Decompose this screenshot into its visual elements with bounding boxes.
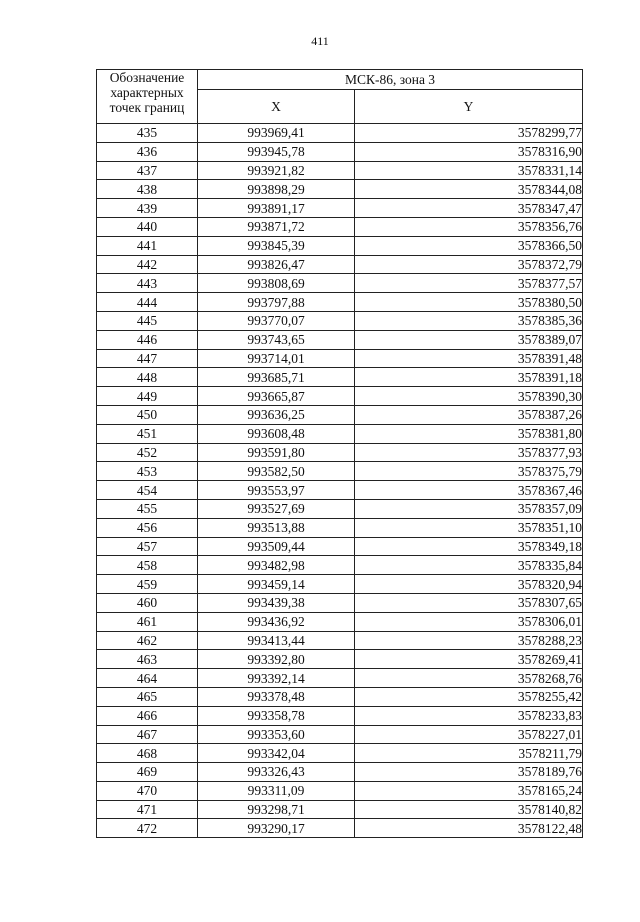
y-coordinate-cell: 3578391,18 (355, 368, 583, 387)
y-coordinate-cell: 3578372,79 (355, 255, 583, 274)
table-row (97, 687, 583, 706)
y-coordinate-cell: 3578299,77 (355, 124, 583, 143)
x-coordinate-cell: 993665,87 (198, 387, 355, 406)
y-coordinate-cell: 3578367,46 (355, 481, 583, 500)
table-row (97, 612, 583, 631)
x-coordinate-cell: 993413,44 (198, 631, 355, 650)
x-coordinate-cell: 993392,80 (198, 650, 355, 669)
point-number-cell: 465 (97, 687, 198, 706)
point-number-cell: 443 (97, 274, 198, 293)
table-row (97, 575, 583, 594)
x-coordinate-cell: 993969,41 (198, 124, 355, 143)
x-coordinate-cell: 993891,17 (198, 199, 355, 218)
table-row (97, 819, 583, 838)
table-row (97, 650, 583, 669)
y-coordinate-cell: 3578380,50 (355, 293, 583, 312)
y-coordinate-cell: 3578255,42 (355, 687, 583, 706)
point-number-cell: 438 (97, 180, 198, 199)
x-coordinate-cell: 993326,43 (198, 763, 355, 782)
table-row (97, 255, 583, 274)
table-row (97, 180, 583, 199)
y-coordinate-cell: 3578189,76 (355, 763, 583, 782)
header-x: X (198, 90, 355, 124)
x-coordinate-cell: 993714,01 (198, 349, 355, 368)
x-coordinate-cell: 993636,25 (198, 405, 355, 424)
point-number-cell: 435 (97, 124, 198, 143)
table-row (97, 593, 583, 612)
point-number-cell: 462 (97, 631, 198, 650)
table-row (97, 199, 583, 218)
y-coordinate-cell: 3578385,36 (355, 311, 583, 330)
y-coordinate-cell: 3578381,80 (355, 424, 583, 443)
x-coordinate-cell: 993513,88 (198, 518, 355, 537)
table-row (97, 368, 583, 387)
y-coordinate-cell: 3578357,09 (355, 499, 583, 518)
point-number-cell: 440 (97, 217, 198, 236)
x-coordinate-cell: 993871,72 (198, 217, 355, 236)
y-coordinate-cell: 3578375,79 (355, 462, 583, 481)
x-coordinate-cell: 993509,44 (198, 537, 355, 556)
table-row (97, 706, 583, 725)
x-coordinate-cell: 993439,38 (198, 593, 355, 612)
x-coordinate-cell: 993945,78 (198, 142, 355, 161)
point-number-cell: 456 (97, 518, 198, 537)
y-coordinate-cell: 3578356,76 (355, 217, 583, 236)
table-row (97, 443, 583, 462)
y-coordinate-cell: 3578320,94 (355, 575, 583, 594)
x-coordinate-cell: 993826,47 (198, 255, 355, 274)
y-coordinate-cell: 3578377,57 (355, 274, 583, 293)
table-row (97, 142, 583, 161)
table-row (97, 124, 583, 143)
x-coordinate-cell: 993358,78 (198, 706, 355, 725)
x-coordinate-cell: 993459,14 (198, 575, 355, 594)
point-number-cell: 458 (97, 556, 198, 575)
table-row (97, 725, 583, 744)
point-number-cell: 451 (97, 424, 198, 443)
y-coordinate-cell: 3578347,47 (355, 199, 583, 218)
x-coordinate-cell: 993898,29 (198, 180, 355, 199)
point-number-cell: 444 (97, 293, 198, 312)
point-number-cell: 452 (97, 443, 198, 462)
x-coordinate-cell: 993808,69 (198, 274, 355, 293)
y-coordinate-cell: 3578306,01 (355, 612, 583, 631)
y-coordinate-cell: 3578268,76 (355, 669, 583, 688)
y-coordinate-cell: 3578331,14 (355, 161, 583, 180)
table-row (97, 462, 583, 481)
page-number: 411 (311, 34, 329, 48)
point-number-cell: 457 (97, 537, 198, 556)
point-number-cell: 446 (97, 330, 198, 349)
x-coordinate-cell: 993797,88 (198, 293, 355, 312)
y-coordinate-cell: 3578140,82 (355, 800, 583, 819)
x-coordinate-cell: 993582,50 (198, 462, 355, 481)
y-coordinate-cell: 3578227,01 (355, 725, 583, 744)
y-coordinate-cell: 3578288,23 (355, 631, 583, 650)
point-number-cell: 442 (97, 255, 198, 274)
y-coordinate-cell: 3578390,30 (355, 387, 583, 406)
x-coordinate-cell: 993311,09 (198, 781, 355, 800)
point-number-cell: 450 (97, 405, 198, 424)
y-coordinate-cell: 3578122,48 (355, 819, 583, 838)
x-coordinate-cell: 993482,98 (198, 556, 355, 575)
x-coordinate-cell: 993392,14 (198, 669, 355, 688)
point-number-cell: 470 (97, 781, 198, 800)
point-number-cell: 445 (97, 311, 198, 330)
table-row (97, 537, 583, 556)
point-number-cell: 453 (97, 462, 198, 481)
point-number-cell: 460 (97, 593, 198, 612)
header-y: Y (355, 90, 583, 124)
x-coordinate-cell: 993845,39 (198, 236, 355, 255)
x-coordinate-cell: 993591,80 (198, 443, 355, 462)
x-coordinate-cell: 993743,65 (198, 330, 355, 349)
table-row (97, 405, 583, 424)
table-row (97, 311, 583, 330)
x-coordinate-cell: 993378,48 (198, 687, 355, 706)
x-coordinate-cell: 993770,07 (198, 311, 355, 330)
point-number-cell: 471 (97, 800, 198, 819)
x-coordinate-cell: 993290,17 (198, 819, 355, 838)
point-number-cell: 467 (97, 725, 198, 744)
point-number-cell: 441 (97, 236, 198, 255)
table-row (97, 669, 583, 688)
coordinates-table (96, 69, 583, 838)
y-coordinate-cell: 3578389,07 (355, 330, 583, 349)
y-coordinate-cell: 3578269,41 (355, 650, 583, 669)
point-number-cell: 466 (97, 706, 198, 725)
table-row (97, 330, 583, 349)
header-point-designation: Обозначение характерных точек границ (97, 70, 198, 124)
point-number-cell: 469 (97, 763, 198, 782)
point-number-cell: 439 (97, 199, 198, 218)
y-coordinate-cell: 3578349,18 (355, 537, 583, 556)
table-row (97, 293, 583, 312)
table-row (97, 387, 583, 406)
x-coordinate-cell: 993921,82 (198, 161, 355, 180)
table-row (97, 800, 583, 819)
y-coordinate-cell: 3578211,79 (355, 744, 583, 763)
x-coordinate-cell: 993353,60 (198, 725, 355, 744)
y-coordinate-cell: 3578165,24 (355, 781, 583, 800)
x-coordinate-cell: 993553,97 (198, 481, 355, 500)
point-number-cell: 461 (97, 612, 198, 631)
point-number-cell: 459 (97, 575, 198, 594)
point-number-cell: 447 (97, 349, 198, 368)
y-coordinate-cell: 3578233,83 (355, 706, 583, 725)
table-row (97, 161, 583, 180)
x-coordinate-cell: 993342,04 (198, 744, 355, 763)
y-coordinate-cell: 3578391,48 (355, 349, 583, 368)
table-row (97, 349, 583, 368)
point-number-cell: 472 (97, 819, 198, 838)
point-number-cell: 454 (97, 481, 198, 500)
table-row (97, 744, 583, 763)
point-number-cell: 449 (97, 387, 198, 406)
y-coordinate-cell: 3578387,26 (355, 405, 583, 424)
table-row (97, 781, 583, 800)
table-body (97, 124, 583, 838)
table-row (97, 518, 583, 537)
x-coordinate-cell: 993608,48 (198, 424, 355, 443)
point-number-cell: 436 (97, 142, 198, 161)
y-coordinate-cell: 3578377,93 (355, 443, 583, 462)
y-coordinate-cell: 3578366,50 (355, 236, 583, 255)
point-number-cell: 437 (97, 161, 198, 180)
y-coordinate-cell: 3578307,65 (355, 593, 583, 612)
table-row (97, 631, 583, 650)
point-number-cell: 455 (97, 499, 198, 518)
y-coordinate-cell: 3578335,84 (355, 556, 583, 575)
point-number-cell: 463 (97, 650, 198, 669)
x-coordinate-cell: 993436,92 (198, 612, 355, 631)
point-number-cell: 448 (97, 368, 198, 387)
y-coordinate-cell: 3578344,08 (355, 180, 583, 199)
table-row (97, 763, 583, 782)
table-row (97, 236, 583, 255)
table-row (97, 274, 583, 293)
table-row (97, 217, 583, 236)
x-coordinate-cell: 993527,69 (198, 499, 355, 518)
x-coordinate-cell: 993685,71 (198, 368, 355, 387)
y-coordinate-cell: 3578316,90 (355, 142, 583, 161)
table-row (97, 499, 583, 518)
header-coordinate-system: МСК-86, зона 3 (198, 70, 583, 90)
x-coordinate-cell: 993298,71 (198, 800, 355, 819)
table-row (97, 556, 583, 575)
table-row (97, 424, 583, 443)
point-number-cell: 468 (97, 744, 198, 763)
table-row (97, 481, 583, 500)
y-coordinate-cell: 3578351,10 (355, 518, 583, 537)
point-number-cell: 464 (97, 669, 198, 688)
